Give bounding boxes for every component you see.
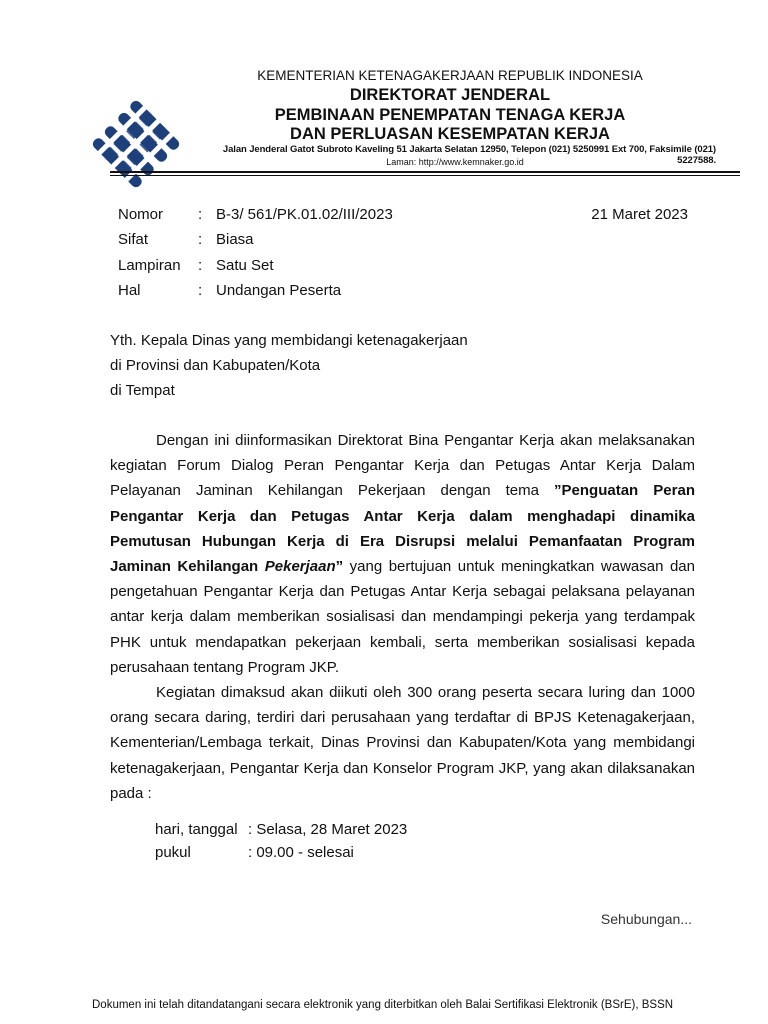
header-divider-thick — [110, 171, 740, 173]
meta-label: Sifat — [118, 231, 149, 248]
e-signature-footer: Dokumen ini telah ditandatangani secara elektronik yang diterbitkan oleh Balai Sertifikasi Elektronik (BSrE), BSSN — [92, 999, 674, 1011]
kemnaker-logo-icon — [90, 98, 182, 190]
schedule-label: pukul — [155, 844, 191, 861]
unit-title-line1: PEMBINAAN PENEMPATAN TENAGA KERJA — [274, 106, 626, 124]
p1-theme-close: ” — [335, 558, 344, 576]
paragraph-2: Kegiatan dimaksud akan diikuti oleh 300 orang peserta secara luring dan 1000 orang secara daring, terdiri dari perusahaan yang terdaftar di BPJS Ketenagakerjaan, Kementerian/Lembaga terkait, Dinas Provinsi dan Kabupaten/Kota yang membidangi ketenagakerjaan, Pengantar Kerja dan Konselor Program JKP, yang akan dilaksanakan pada : — [110, 684, 695, 802]
meta-colon: : — [198, 257, 203, 274]
p1-theme-italic: Pekerjaan — [264, 558, 336, 576]
meta-value: B-3/ 561/PK.01.02/III/2023 — [216, 206, 393, 223]
meta-colon: : — [198, 231, 203, 248]
meta-colon: : — [198, 206, 203, 223]
p1-intro: Dengan ini diinformasikan Direktorat Bina Pengantar Kerja akan melaksanakan kegiatan Forum Dialog Peran Pengantar Kerja dan Petugas Antar Kerja Dalam Pelayanan Jaminan Kehilangan Pekerjaan dengan tema — [110, 432, 695, 500]
meta-colon: : — [198, 282, 203, 299]
recipient-line1: Yth. Kepala Dinas yang membidangi ketenagakerjaan — [110, 332, 468, 349]
schedule-label: hari, tanggal — [155, 821, 238, 838]
recipient-line3: di Tempat — [110, 382, 175, 399]
paragraph-1 — [110, 428, 695, 680]
unit-title-line2: DAN PERLUASAN KESEMPATAN KERJA — [290, 125, 610, 143]
meta-label: Hal — [118, 282, 141, 299]
ministry-name: KEMENTERIAN KETENAGAKERJAAN REPUBLIK INDONESIA — [257, 68, 643, 83]
recipient-line2: di Provinsi dan Kabupaten/Kota — [110, 357, 321, 374]
office-address: Jalan Jenderal Gatot Subroto Kaveling 51 Jakarta Selatan 12950, Telepon (021) 5250991 Ext 700, Faksimile (021) 5227588. — [222, 144, 716, 166]
header-divider-thin — [110, 175, 740, 176]
meta-label: Lampiran — [118, 257, 181, 274]
meta-label: Nomor — [118, 206, 164, 223]
p1-theme-text: ”Penguatan Peran Pengantar Kerja dan Petugas Antar Kerja dalam menghadapi dinamika Pemutusan Hubungan Kerja di Era Disrupsi melalui Pemanfaatan Program Jaminan Kehilangan — [110, 482, 695, 576]
meta-value: Biasa — [216, 231, 254, 248]
continuation-text: Sehubungan... — [600, 911, 692, 927]
schedule-value: : Selasa, 28 Maret 2023 — [248, 821, 408, 838]
letter-date: 21 Maret 2023 — [591, 206, 688, 223]
website-link: Laman: http://www.kemnaker.go.id — [386, 157, 524, 167]
body-text — [110, 428, 695, 806]
directorate-title: DIREKTORAT JENDERAL — [349, 86, 551, 104]
schedule-value: : 09.00 - selesai — [248, 844, 354, 861]
meta-value: Undangan Peserta — [216, 282, 342, 299]
meta-value: Satu Set — [216, 257, 274, 274]
p1-rest: yang bertujuan untuk meningkatkan wawasan dan pengetahuan Pengantar Kerja dan Petugas Antar Kerja sebagai pelaksana pelayanan antar kerja dalam memberikan sosialisasi dan mendampingi pekerja yang terdampak PHK untuk mendapatkan pekerjaan kembali, serta memberikan sosialisasi kepada perusahaan tentang Program JKP. — [110, 558, 695, 676]
